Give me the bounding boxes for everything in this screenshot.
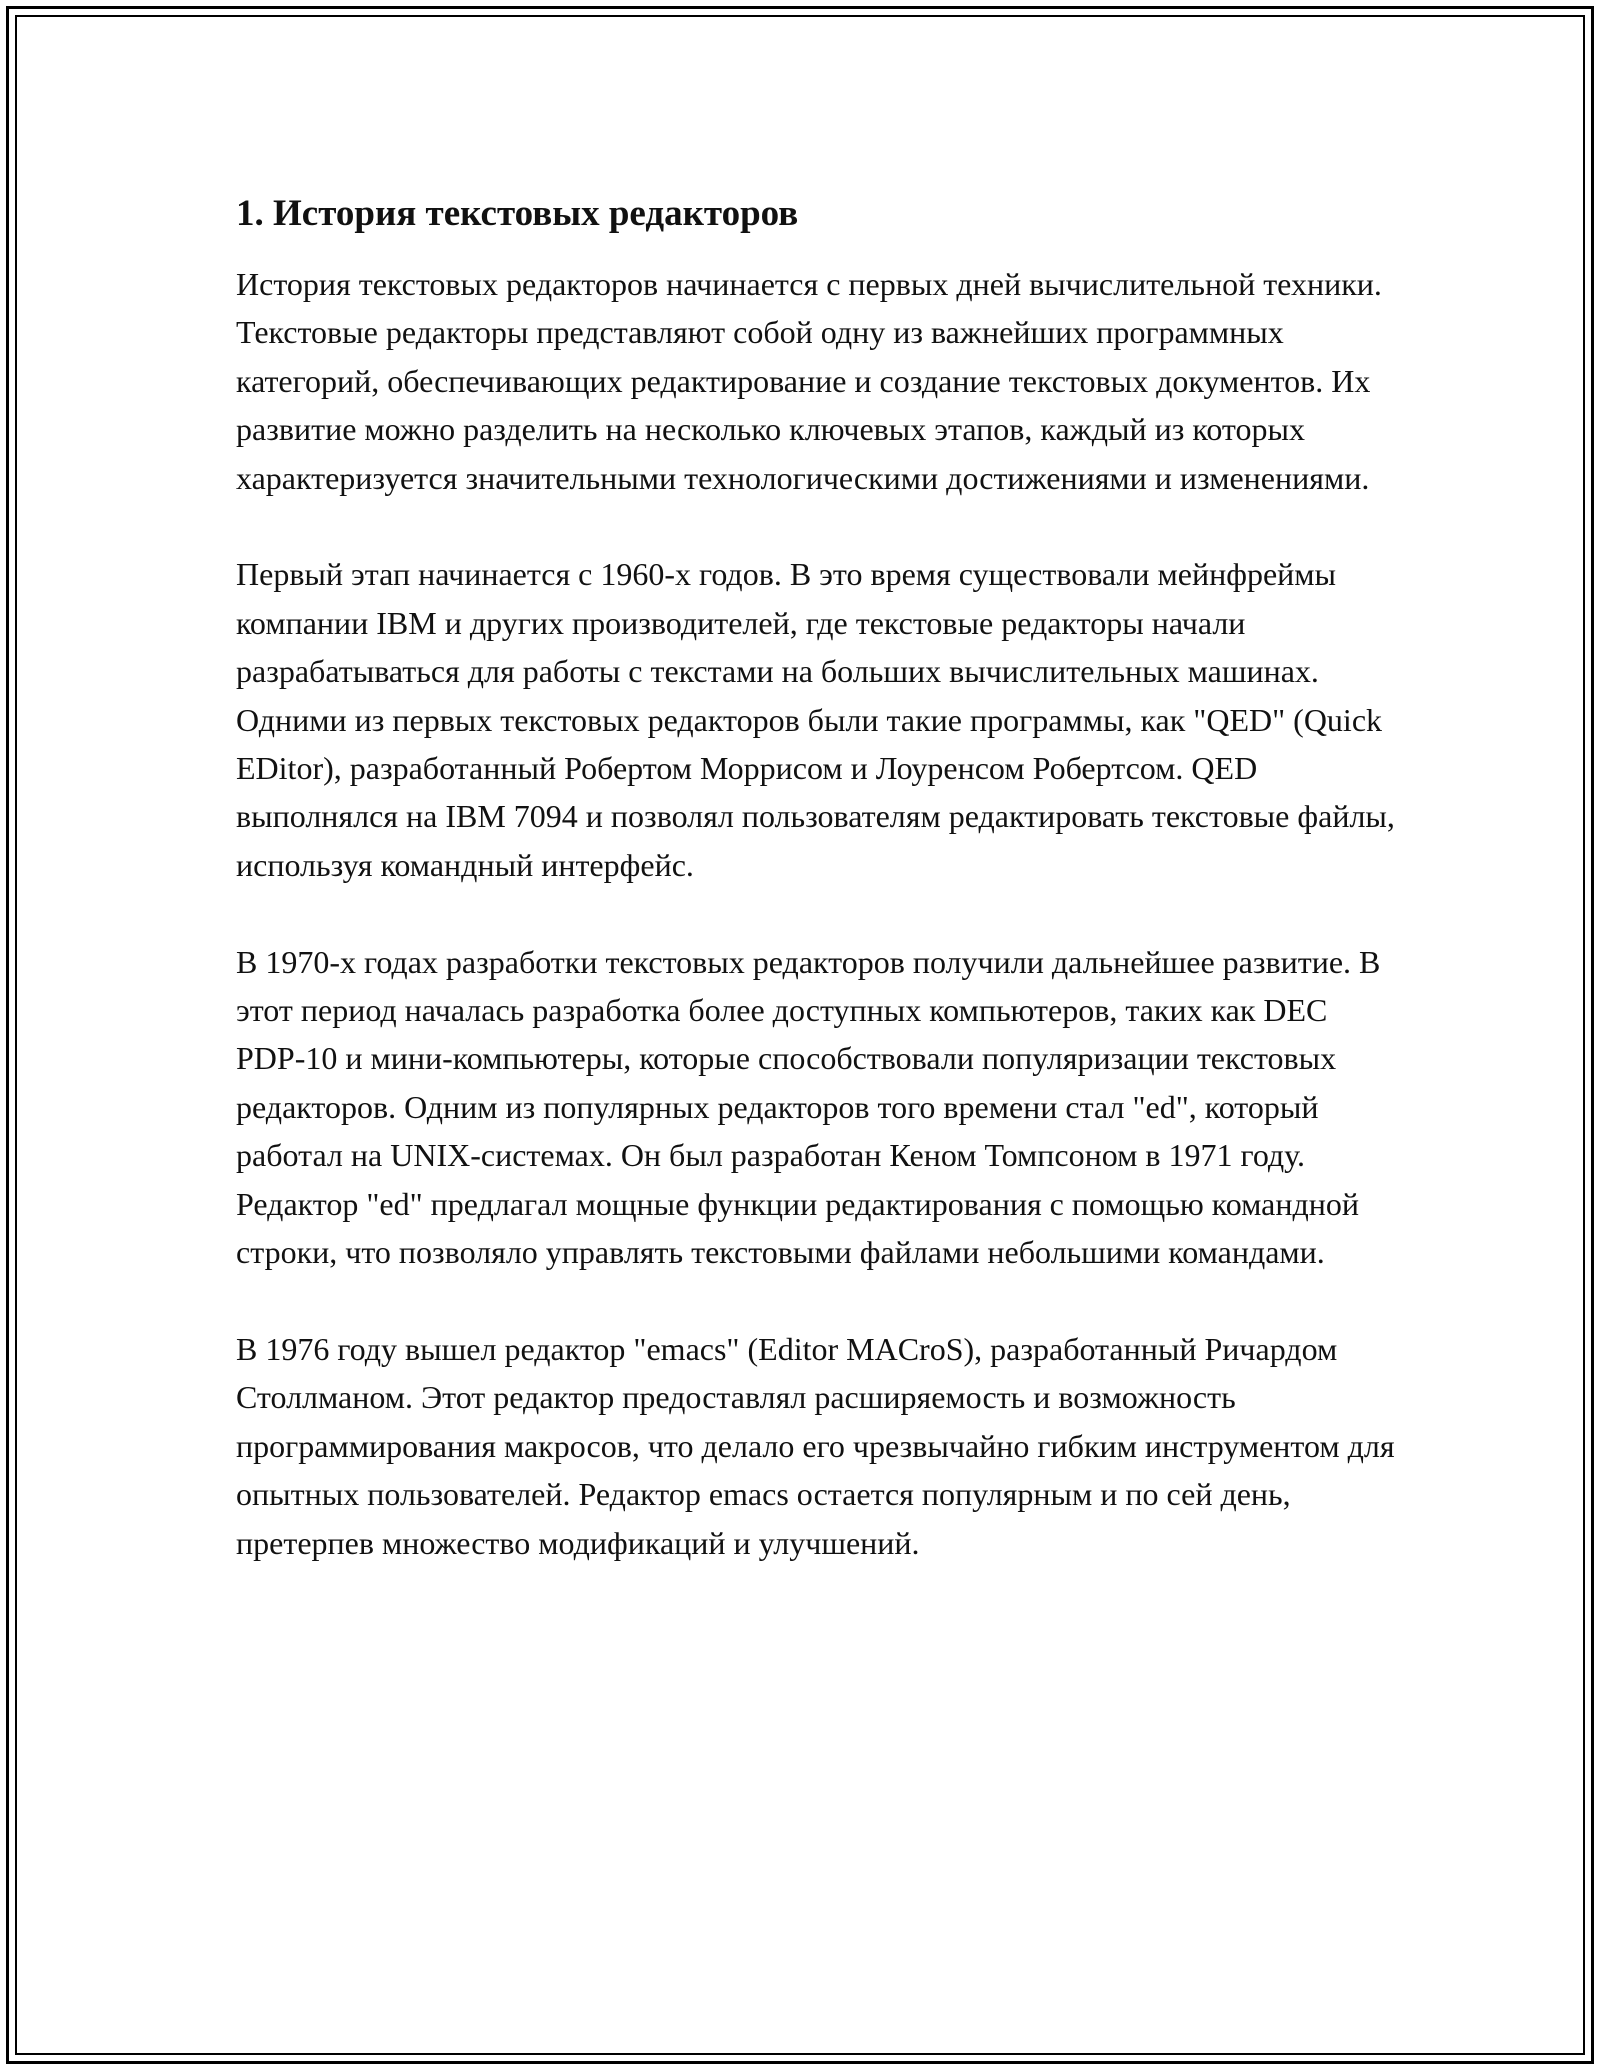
paragraph-emacs: В 1976 году вышел редактор "emacs" (Editor MACroS), разработанный Ричардом Столлманом. Этот редактор предоставлял расширяемость и возможность программирования макросов, что делало его чрезвычайно гибким инструментом для опытных пользователей. Редактор emacs остается популярным и по сей день, претерпев множество модификаций и улучшений. (236, 1330, 1395, 1561)
document-body (236, 190, 1396, 1615)
paragraph-1970s: В 1970-х годах разработки текстовых редакторов получили дальнейшее развитие. В этот период началась разработка более доступных компьютеров, таких как DEC PDP-10 и мини-компьютеры, которые способствовали популяризации текстовых редакторов. Одним из популярных редакторов того времени стал "ed", который работал на UNIX-системах. Он был разработан Кеном Томпсоном в 1971 году. Редактор "ed" предлагал мощные функции редактирования с помощью командной строки, что позволяло управлять текстовыми файлами небольшими командами. (236, 943, 1381, 1271)
paragraph-1960s: Первый этап начинается с 1960-х годов. В это время существовали мейнфреймы компании IBM и других производителей, где текстовые редакторы начали разрабатываться для работы с текстами на больших вычислительных машинах. Одними из первых текстовых редакторов были такие программы, как "QED" (Quick EDitor), разработанный Робертом Моррисом и Лоуренсом Робертсом. QED выполнялся на IBM 7094 и позволял пользователям редактировать текстовые файлы, используя командный интерфейс. (236, 556, 1395, 883)
section-heading: 1. История текстовых редакторов (236, 193, 799, 234)
paragraph-intro: История текстовых редакторов начинается с первых дней вычислительной техники. Текстовые редакторы представляют собой одну из важнейших программных категорий, обеспечивающих редактирование и создание текстовых документов. Их развитие можно разделить на несколько ключевых этапов, каждый из которых характеризуется значительными технологическими достижениями и изменениями. (236, 266, 1382, 496)
